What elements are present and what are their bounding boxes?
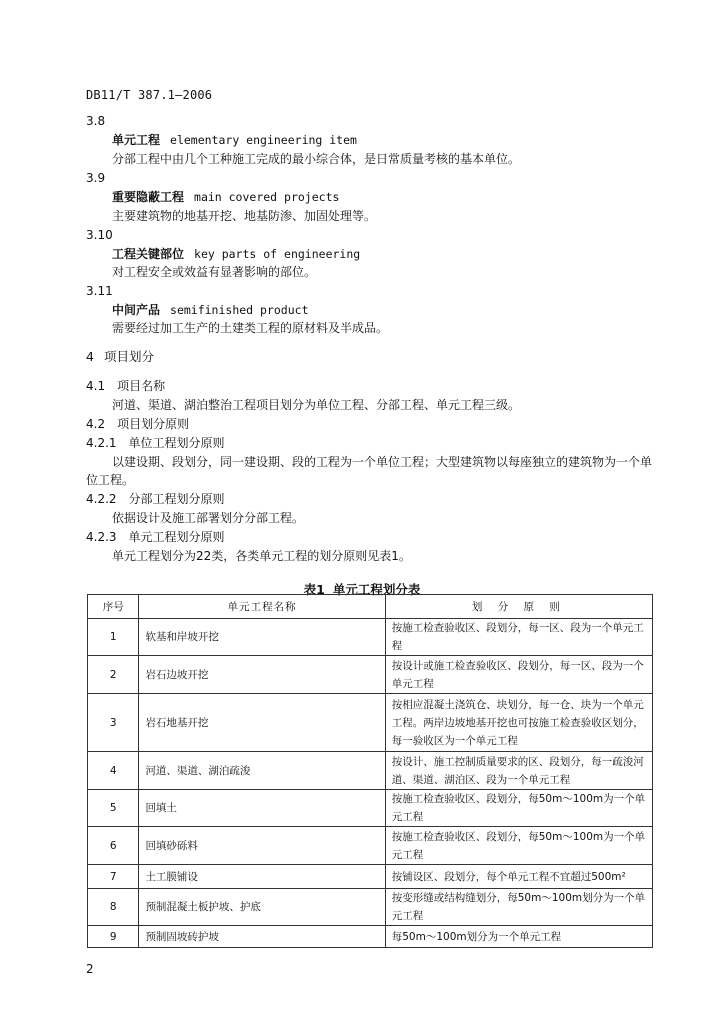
table-row	[88, 656, 653, 694]
paragraph: 依据设计及施工部署划分分部工程。	[112, 511, 305, 525]
term-heading	[112, 189, 339, 205]
table-number: 表1	[303, 582, 325, 597]
table-row	[88, 619, 653, 656]
table-row	[88, 790, 653, 827]
table-row	[88, 889, 653, 926]
cell-rule: 按施工检查验收区、段划分，每一区、段为一个单元工程	[385, 619, 652, 656]
cell-rule: 按设计或施工检查验收区、段划分，每一区、段为一个单元工程	[385, 656, 652, 694]
cell-name: 回填土	[139, 790, 385, 827]
table-row	[88, 752, 653, 790]
table-header-row	[88, 595, 653, 619]
cell-rule: 按施工检查验收区、段划分，每50m～100m为一个单元工程	[385, 827, 652, 865]
term-heading	[112, 302, 309, 318]
term-definition: 对工程安全或效益有显著影响的部位。	[112, 265, 317, 279]
subsection-heading	[86, 378, 165, 394]
cell-rule: 按施工检查验收区、段划分，每50m～100m为一个单元工程	[385, 790, 652, 827]
clause-number: 3.8	[86, 114, 106, 128]
cell-name: 回填砂砾料	[139, 827, 385, 865]
table-row	[88, 827, 653, 865]
subsubsection-heading	[86, 435, 225, 451]
clause-number: 3.9	[86, 171, 106, 185]
term-zh: 重要隐蔽工程	[112, 190, 185, 204]
term-heading	[112, 246, 360, 262]
subsection-number: 4.2	[86, 417, 106, 431]
document-id: DB11/T 387.1—2006	[86, 88, 213, 102]
cell-name: 预制混凝土板护坡、护底	[139, 889, 385, 926]
subsubsection-number: 4.2.3	[86, 530, 117, 544]
header-name: 单元工程名称	[139, 595, 385, 619]
subsubsection-title: 单位工程划分原则	[128, 436, 225, 450]
subsubsection-title: 单元工程划分原则	[128, 530, 225, 544]
header-rule: 划 分 原 则	[385, 595, 652, 619]
cell-rule: 按铺设区、段划分，每个单元工程不宜超过500m²	[385, 865, 652, 889]
subsection-number: 4.1	[86, 379, 106, 393]
cell-no: 2	[88, 656, 139, 694]
cell-no: 9	[88, 926, 139, 948]
cell-rule: 按变形缝或结构缝划分，每50m～100m划分为一个单元工程	[385, 889, 652, 926]
term-definition: 需要经过加工生产的土建类工程的原材料及半成品。	[112, 321, 389, 335]
subsubsection-title: 分部工程划分原则	[128, 492, 225, 506]
term-definition: 分部工程中由几个工种施工完成的最小综合体，是日常质量考核的基本单位。	[112, 152, 521, 166]
term-en: semifinished product	[170, 303, 309, 317]
cell-no: 4	[88, 752, 139, 790]
cell-name: 河道、渠道、湖泊疏浚	[139, 752, 385, 790]
paragraph: 单元工程划分为22类，各类单元工程的划分原则见表1。	[112, 549, 411, 563]
cell-rule: 按设计、施工控制质量要求的区、段划分，每一疏浚河道、渠道、湖泊区、段为一个单元工程	[385, 752, 652, 790]
header-no: 序号	[88, 595, 139, 619]
subsubsection-number: 4.2.2	[86, 492, 117, 506]
term-zh: 单元工程	[112, 133, 161, 147]
subsubsection-heading	[86, 491, 225, 507]
term-heading	[112, 132, 357, 148]
cell-no: 7	[88, 865, 139, 889]
table-title: 单元工程划分表	[332, 582, 421, 597]
cell-name: 土工膜铺设	[139, 865, 385, 889]
clause-number: 3.11	[86, 284, 113, 298]
subsubsection-heading	[86, 529, 225, 545]
term-en: key parts of engineering	[194, 247, 361, 261]
section-heading	[86, 349, 154, 365]
table-row	[88, 694, 653, 752]
clause-number: 3.10	[86, 228, 113, 242]
term-definition: 主要建筑物的地基开挖、地基防渗、加固处理等。	[112, 209, 377, 223]
cell-no: 3	[88, 694, 139, 752]
cell-name: 软基和岸坡开挖	[139, 619, 385, 656]
cell-rule: 每50m～100m划分为一个单元工程	[385, 926, 652, 948]
unit-division-table	[87, 594, 653, 948]
paragraph: 以建设期、段划分，同一建设期、段的工程为一个单位工程；大型建筑物以每座独立的建筑物为一个单位工程。	[86, 455, 653, 487]
term-zh: 工程关键部位	[112, 247, 185, 261]
table-row	[88, 865, 653, 889]
page-number: 2	[86, 962, 94, 976]
term-en: main covered projects	[194, 190, 340, 204]
subsection-heading	[86, 416, 189, 432]
table-row	[88, 926, 653, 948]
cell-name: 预制固坡砖护坡	[139, 926, 385, 948]
cell-no: 8	[88, 889, 139, 926]
cell-no: 1	[88, 619, 139, 656]
paragraph: 河道、渠道、湖泊整治工程项目划分为单位工程、分部工程、单元工程三级。	[112, 398, 521, 412]
subsection-title: 项目划分原则	[117, 417, 190, 431]
subsubsection-number: 4.2.1	[86, 436, 117, 450]
cell-no: 5	[88, 790, 139, 827]
cell-rule: 按相应混凝土浇筑仓、块划分，每一仓、块为一个单元工程。两岸边坡地基开挖也可按施工检查验收区划分，每一验收区为一个单元工程	[385, 694, 652, 752]
cell-no: 6	[88, 827, 139, 865]
term-en: elementary engineering item	[170, 133, 357, 147]
cell-name: 岩石地基开挖	[139, 694, 385, 752]
section-number: 4	[86, 349, 94, 364]
cell-name: 岩石边坡开挖	[139, 656, 385, 694]
term-zh: 中间产品	[112, 303, 161, 317]
section-title: 项目划分	[103, 349, 154, 364]
subsection-title: 项目名称	[117, 379, 166, 393]
